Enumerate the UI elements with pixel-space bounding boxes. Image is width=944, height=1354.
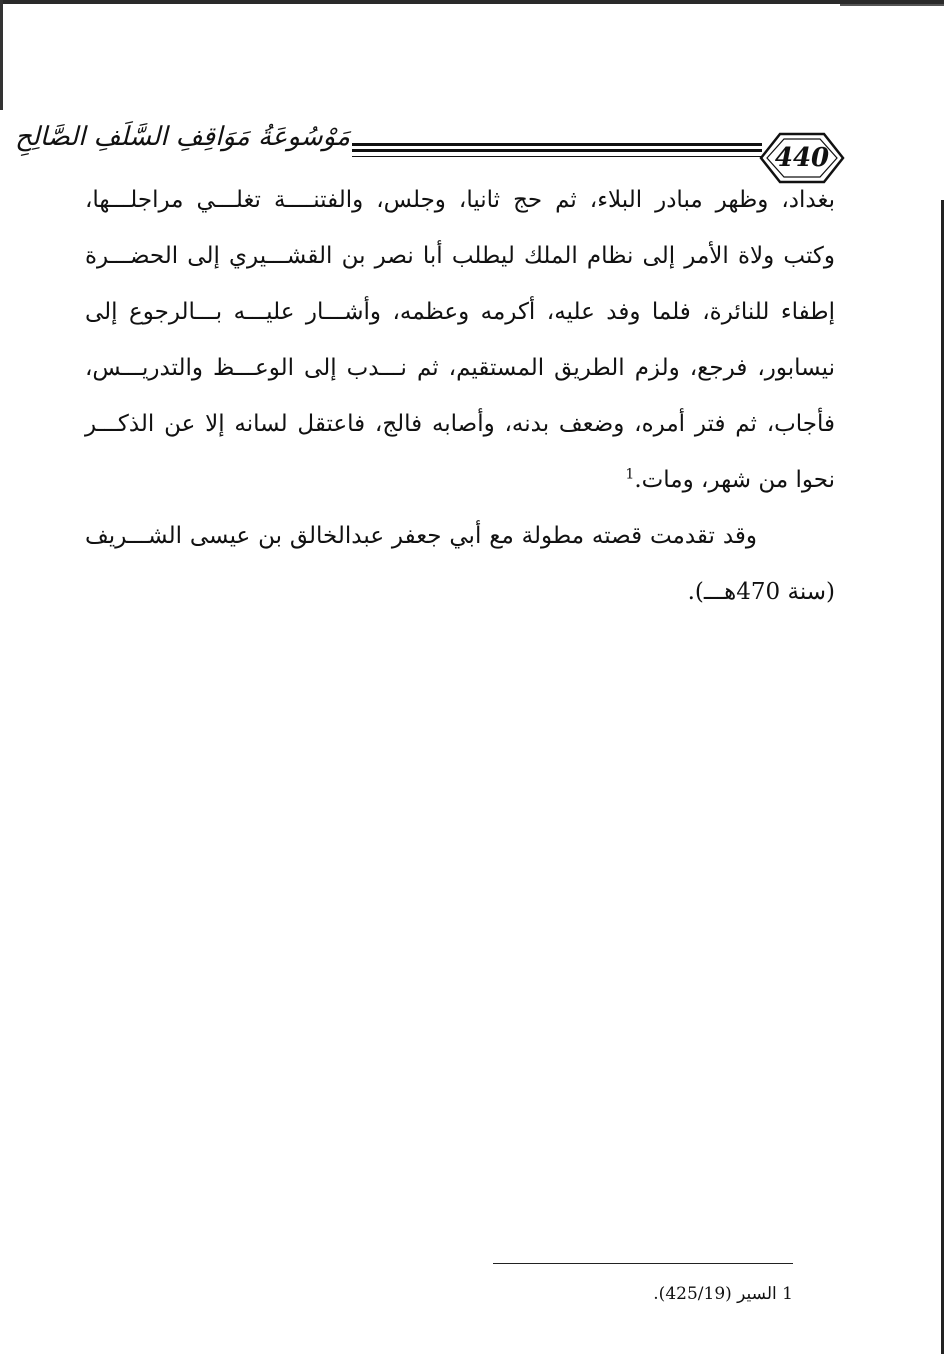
footnote-marker: 1 [625,466,635,483]
text-line-1: بغداد، وظهر مبادر البلاء، ثم حج ثانيا، وجلس، والفتنــــة تغلـــي مراجلـــها، [85,187,835,213]
text-line-3: إطفاء للنائرة، فلما وفد عليه، أكرمه وعظمه، وأشـــار عليـــه بـــالرجوع إلى [85,299,835,325]
footnote-rule [493,1263,793,1264]
text-line-4: نيسابور، فرجع، ولزم الطريق المستقيم، ثم نـــدب إلى الوعـــظ والتدريـــس، [85,355,835,381]
scan-edge-top-right [840,4,944,6]
text-line-6 [85,452,835,508]
body-text [85,172,835,620]
footnote: 1 السير (425/19). [653,1284,793,1304]
header-rule-thin [352,156,762,157]
page-number: 440 [774,143,830,173]
scan-edge-left [0,0,3,110]
scan-edge-top [0,0,944,4]
text-line-6-content: نحوا من شهر، ومات. [634,467,835,493]
text-line-5: فأجاب، ثم فتر أمره، وضعف بدنه، وأصابه فالج، فاعتقل لسانه إلا عن الذكـــر [85,411,835,437]
book-title: مَوْسُوعَةُ مَوَاقِفِ السَّلَفِ الصَّالِحِ [15,122,350,152]
text-line-2: وكتب ولاة الأمر إلى نظام الملك ليطلب أبا نصر بن القشـــيري إلى الحضـــرة [85,243,835,269]
text-line-7: وقد تقدمت قصته مطولة مع أبي جعفر عبدالخالق بن عيسى الشـــريف [85,523,757,549]
header-rule [352,143,762,152]
text-line-8: (سنة 470هـــ). [687,579,835,605]
